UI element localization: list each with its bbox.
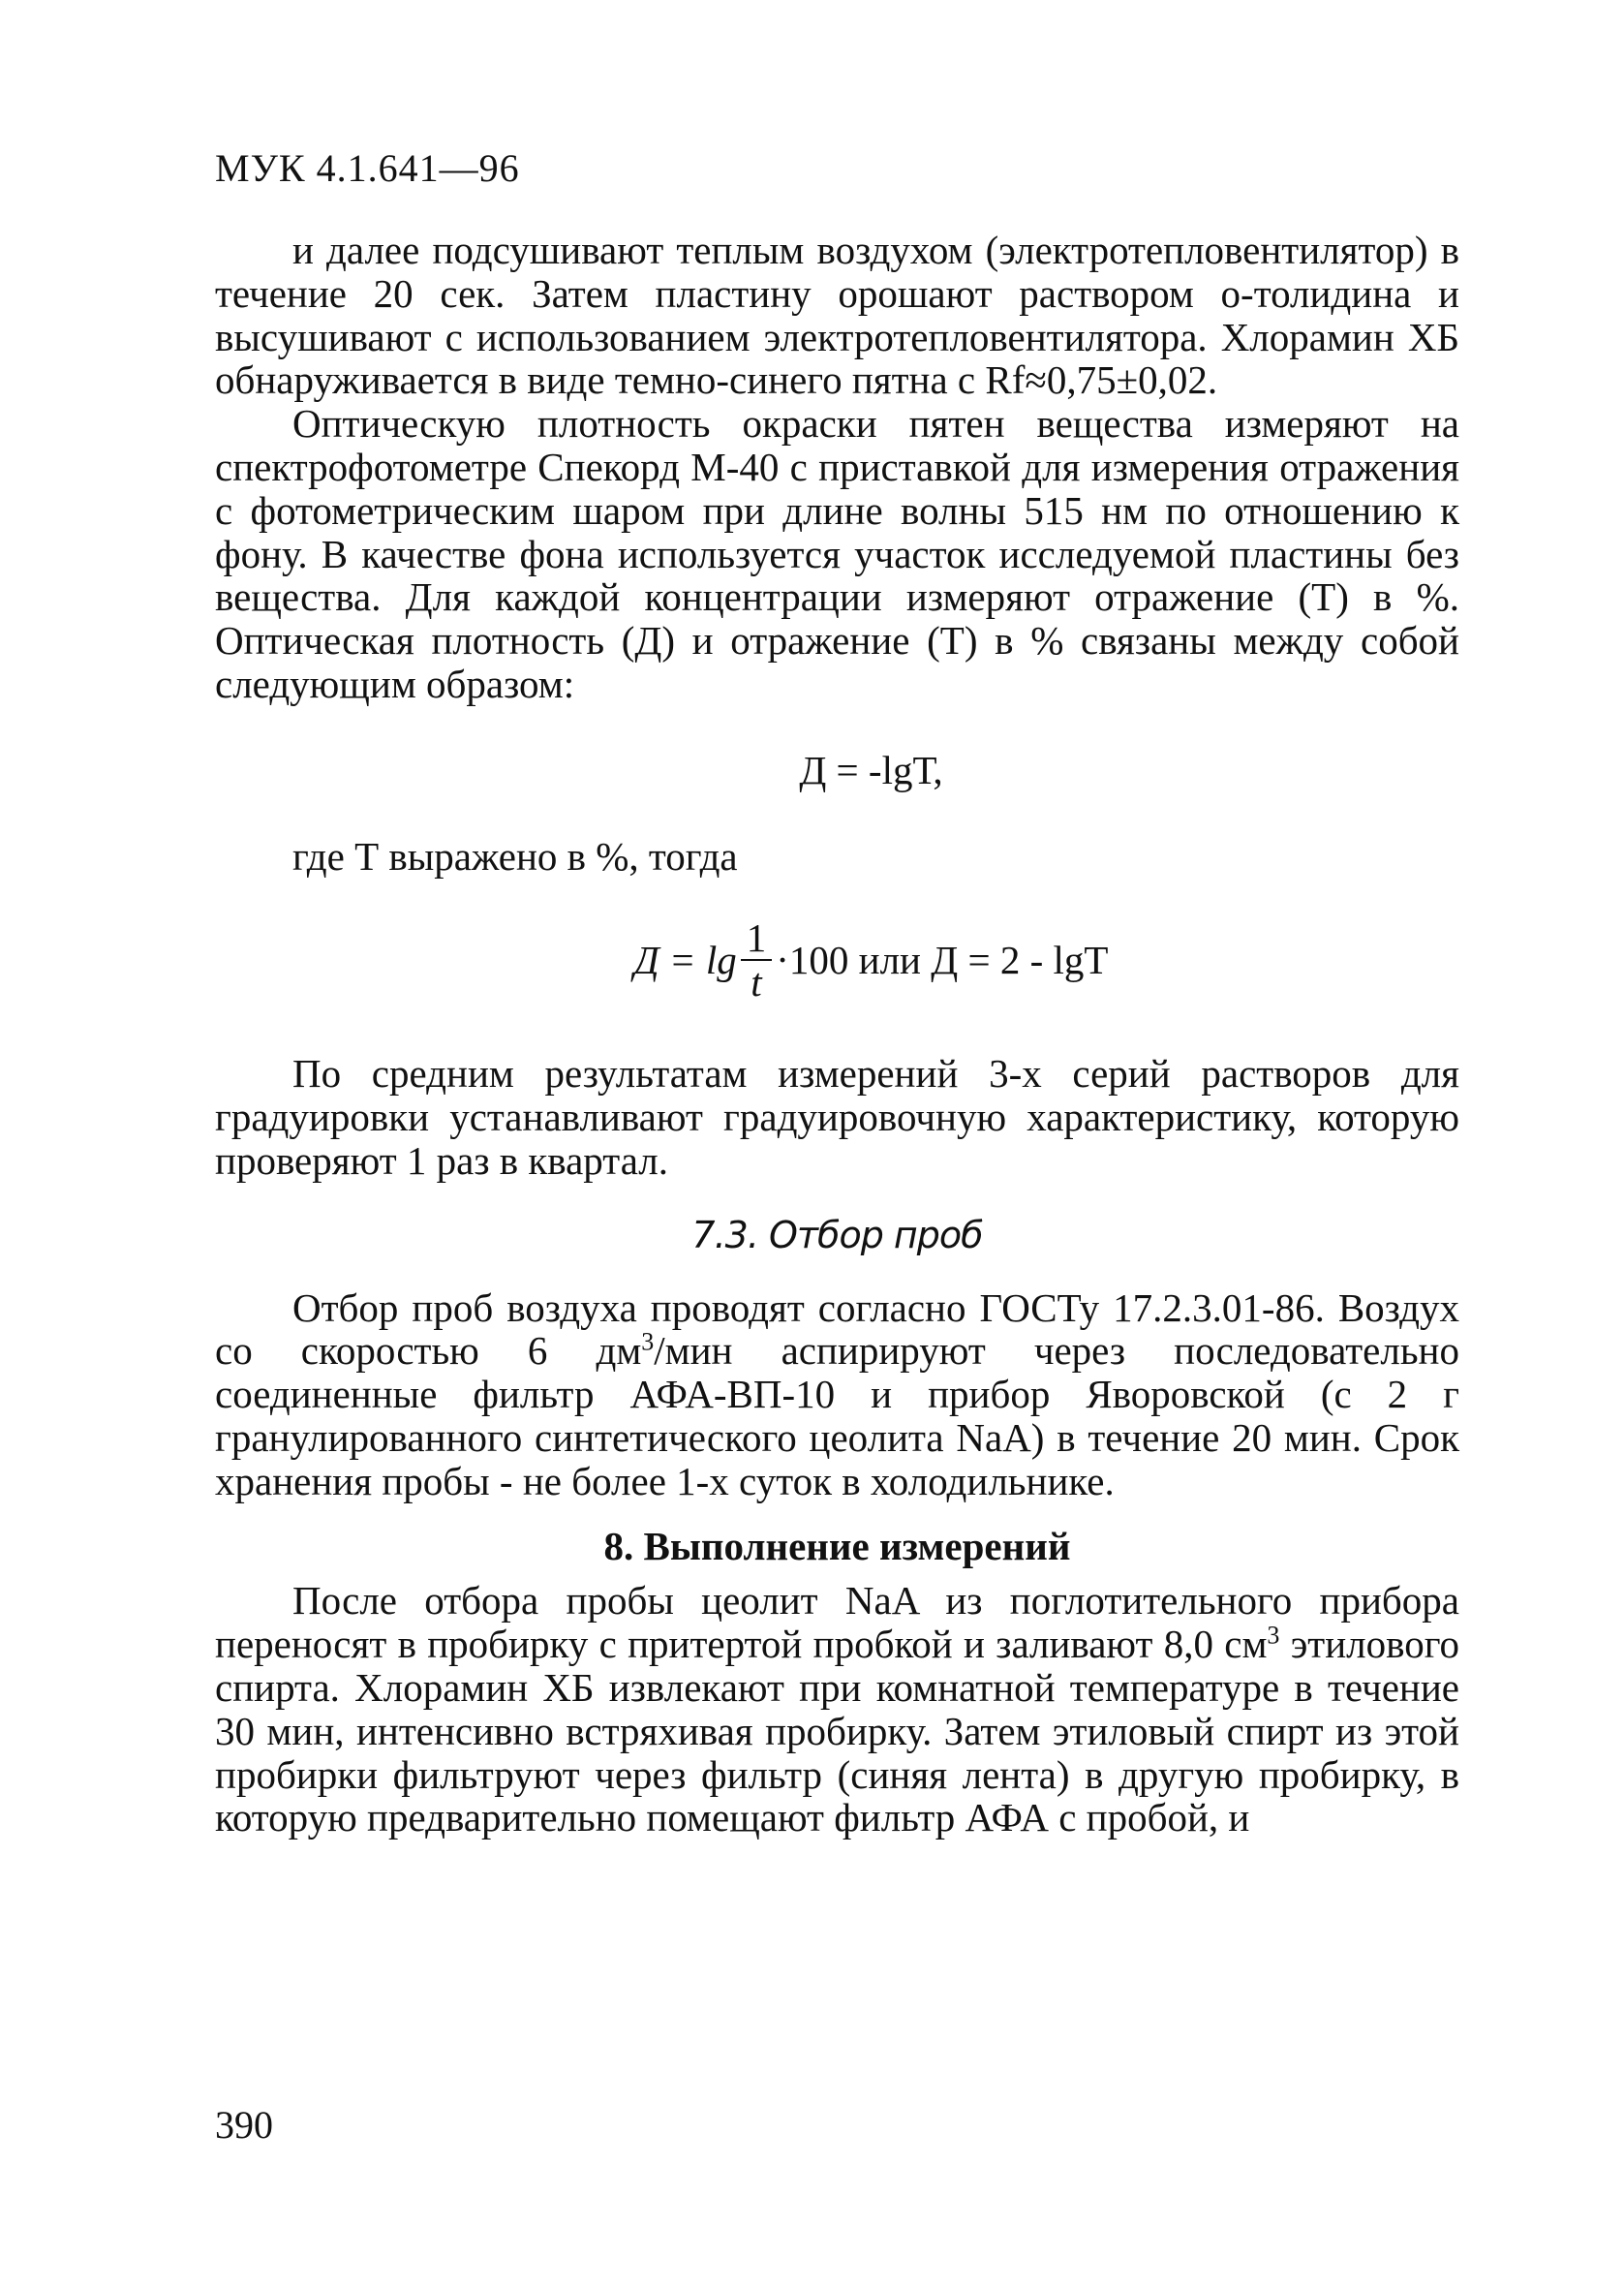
formula-note: где Т выражено в %, тогда [292, 833, 738, 879]
document-code-header: МУК 4.1.641—96 [215, 146, 520, 190]
formula-denominator: t [751, 960, 762, 1005]
paragraph-measurements [215, 1579, 1459, 1840]
paragraph-drying: и далее подсушивают теплым воздухом (электротепловентилятор) в течение 20 сек. Затем пластину орошают раствором о-толидина и высушивают с использованием электротепловентилятора. Хлорамин ХБ обнаруживается в виде темно-синего пятна с Rf≈0,75±0,02. [215, 228, 1459, 403]
section-heading-sampling: 7.3. Отбор проб [691, 1213, 983, 1256]
page-body [215, 229, 1459, 1840]
formula-rest: ·100 или Д = 2 - lgТ [776, 937, 1109, 982]
measurements-superscript: 3 [1267, 1621, 1280, 1650]
formula-density: Д = -lgТ, [799, 747, 943, 792]
formula-density-expanded [215, 907, 1459, 1013]
paragraph-optical-density: Оптическую плотность окраски пятен вещества измеряют на спектрофотометре Спекорд М-40 с приставкой для измерения отражения с фотометрическим шаром при длине волны 515 нм по отношению к фону. В качестве фона используется участок исследуемой пластины без вещества. Для каждой концентрации измеряют отражение (Т) в %. Оптическая плотность (Д) и отражение (Т) в % связаны между собой следующим образом: [215, 401, 1459, 706]
sampling-text-start: Отбор проб воздуха проводят согласно ГОСТу 17.2.3.01-86. Воздух со скоростью 6 дм [215, 1284, 1459, 1374]
formula-lhs: Д = lg [633, 937, 737, 982]
paragraph-calibration: По средним результатам измерений 3-х серий растворов для градуировки устанавливают градуировочную характеристику, которую проверяют 1 раз в квартал. [215, 1051, 1459, 1183]
section-heading-measurements: 8. Выполнение измерений [603, 1523, 1071, 1568]
formula-fraction [741, 916, 773, 1004]
page-number: 390 [215, 2103, 273, 2147]
measurements-text-start: После отбора пробы цеолит NaA из поглотительного прибора переносят в пробирку с притертой пробкой и заливают 8,0 см [215, 1578, 1459, 1667]
sampling-text-end: /мин аспирируют через последовательно соединенные фильтр АФА-ВП-10 и прибор Яворовской (с 2 г гранулированного синтетического цеолита NaA) в течение 20 мин. Срок хранения пробы - не более 1-х суток в холодильнике. [215, 1328, 1459, 1503]
sampling-superscript: 3 [641, 1327, 655, 1356]
measurements-text-end: этилового спирта. Хлорамин ХБ извлекают при комнатной температуре в течение 30 мин, интенсивно встряхивая пробирку. Затем этиловый спирт из этой пробирки фильтруют через фильтр (синяя лента) в другую пробирку, в которую предварительно помещают фильтр АФА с пробой, и [215, 1622, 1460, 1840]
formula-numerator: 1 [741, 916, 773, 961]
paragraph-sampling [215, 1286, 1459, 1503]
